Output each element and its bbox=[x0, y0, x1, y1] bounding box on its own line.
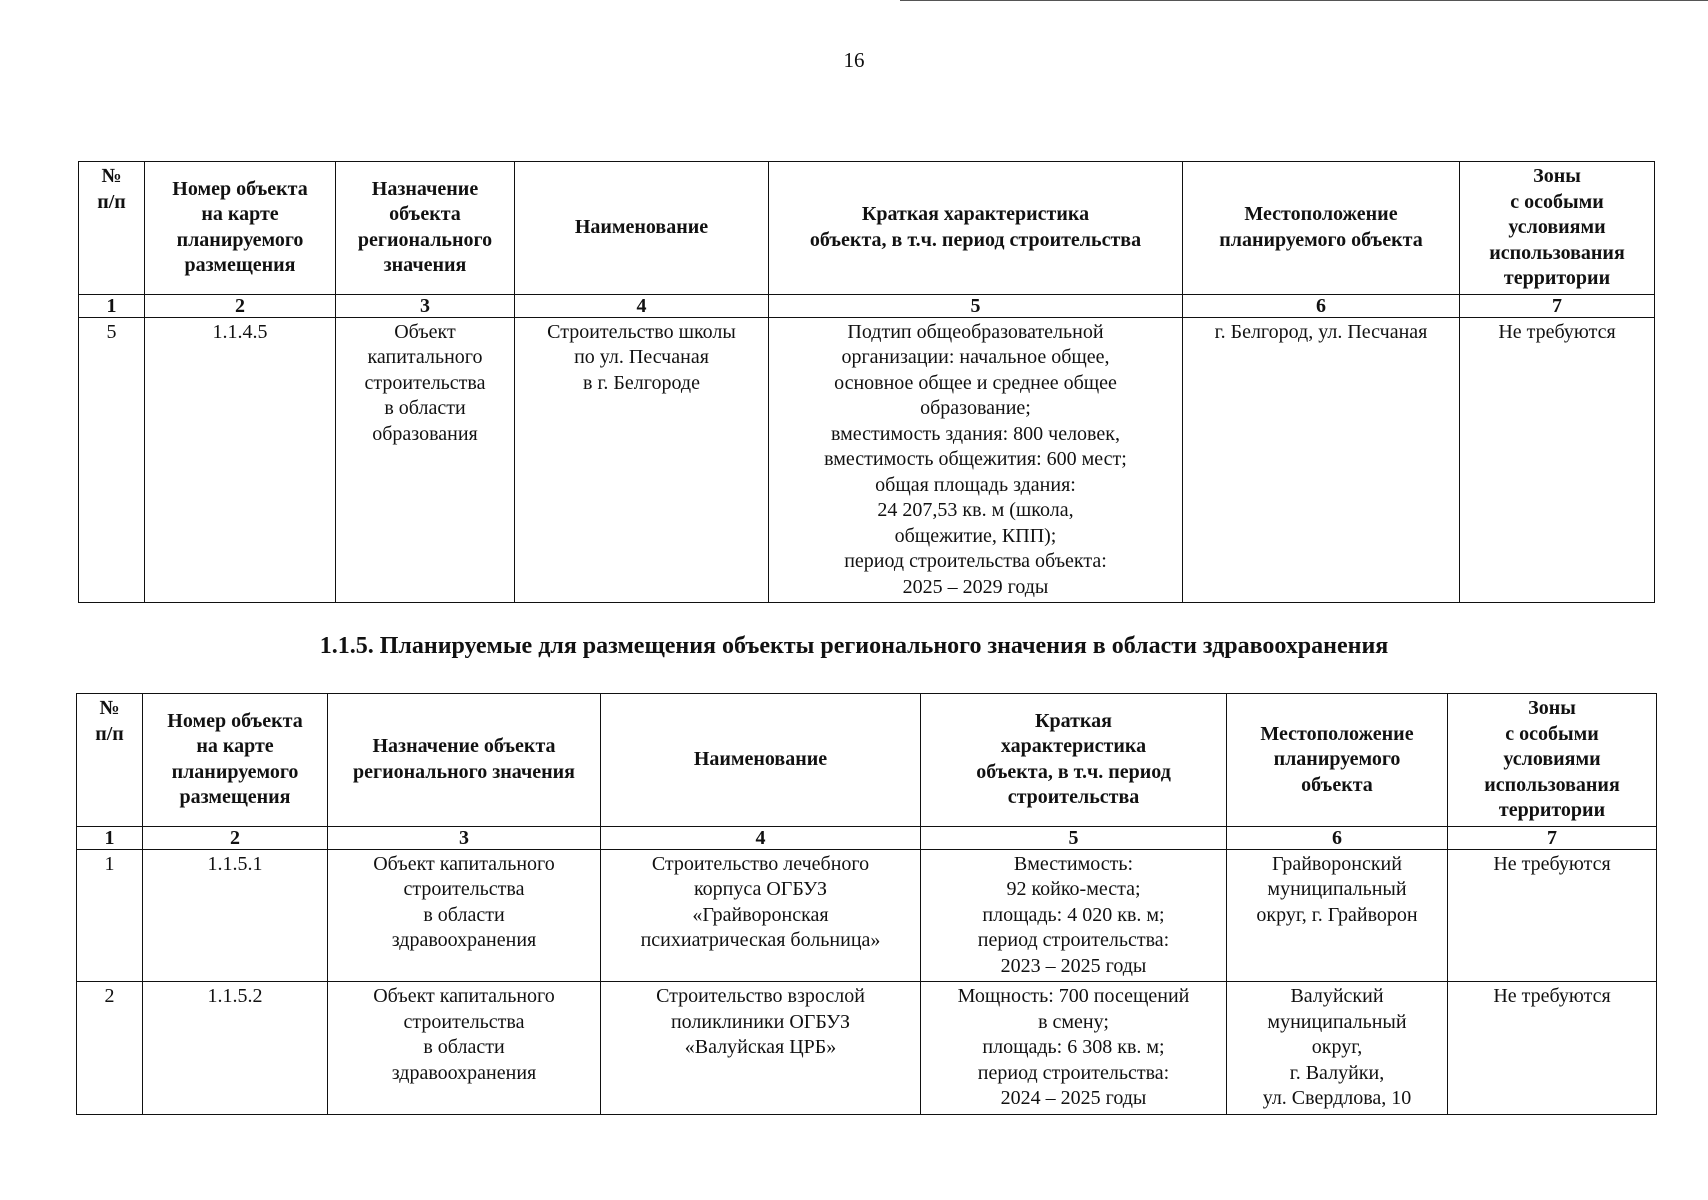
col-number: 4 bbox=[601, 826, 921, 849]
header-characteristics: Краткая характеристика объекта, в т.ч. период строительства bbox=[921, 694, 1227, 827]
cell-purpose: Объект капитального строительства в области образования bbox=[336, 317, 515, 603]
header-name: Наименование bbox=[515, 162, 769, 295]
table-row bbox=[77, 982, 1657, 1115]
section-title: 1.1.5. Планируемые для размещения объекты регионального значения в области здравоохранения bbox=[319, 633, 1389, 659]
cell-map-number: 1.1.5.1 bbox=[143, 849, 328, 982]
col-number: 2 bbox=[143, 826, 328, 849]
cell-num: 1 bbox=[77, 849, 143, 982]
header-name: Наименование bbox=[601, 694, 921, 827]
col-number: 1 bbox=[79, 294, 145, 317]
cell-num: 5 bbox=[79, 317, 145, 603]
cell-num: 2 bbox=[77, 982, 143, 1115]
cell-location: Грайворонский муниципальный округ, г. Грайворон bbox=[1227, 849, 1448, 982]
cell-characteristics: Подтип общеобразовательной организации: начальное общее, основное общее и среднее общее образование; вместимость здания: 800 человек, вместимость общежития: 600 мест; общая площадь здания: 24 207,53 кв. м (школа, общежитие, КПП); период строительства объекта: 2025 – 2029 годы bbox=[769, 317, 1183, 603]
col-number: 7 bbox=[1448, 826, 1657, 849]
table-objects-healthcare bbox=[76, 693, 1657, 1115]
cell-characteristics: Мощность: 700 посещений в смену; площадь: 6 308 кв. м; период строительства: 2024 – 2025 годы bbox=[921, 982, 1227, 1115]
cell-location: Валуйский муниципальный округ, г. Валуйки, ул. Свердлова, 10 bbox=[1227, 982, 1448, 1115]
col-number: 5 bbox=[921, 826, 1227, 849]
col-number: 3 bbox=[336, 294, 515, 317]
table-header-row bbox=[79, 162, 1655, 295]
col-number: 5 bbox=[769, 294, 1183, 317]
cell-purpose: Объект капитального строительства в области здравоохранения bbox=[328, 982, 601, 1115]
header-num: № п/п bbox=[77, 694, 143, 827]
cell-location: г. Белгород, ул. Песчаная bbox=[1183, 317, 1460, 603]
header-map-number: Номер объекта на карте планируемого размещения bbox=[143, 694, 328, 827]
header-purpose: Назначение объекта регионального значения bbox=[328, 694, 601, 827]
col-number: 6 bbox=[1183, 294, 1460, 317]
header-location: Местоположение планируемого объекта bbox=[1227, 694, 1448, 827]
scan-edge-line bbox=[900, 0, 1708, 4]
header-zones: Зоны с особыми условиями использования территории bbox=[1460, 162, 1655, 295]
cell-name: Строительство школы по ул. Песчаная в г. Белгороде bbox=[515, 317, 769, 603]
cell-characteristics: Вместимость: 92 койко-места; площадь: 4 020 кв. м; период строительства: 2023 – 2025 годы bbox=[921, 849, 1227, 982]
header-location: Местоположение планируемого объекта bbox=[1183, 162, 1460, 295]
column-number-row bbox=[79, 294, 1655, 317]
column-number-row bbox=[77, 826, 1657, 849]
table-row bbox=[77, 849, 1657, 982]
header-zones: Зоны с особыми условиями использования территории bbox=[1448, 694, 1657, 827]
cell-name: Строительство лечебного корпуса ОГБУЗ «Грайворонская психиатрическая больница» bbox=[601, 849, 921, 982]
table-objects-education bbox=[78, 161, 1655, 603]
table-header-row bbox=[77, 694, 1657, 827]
header-characteristics: Краткая характеристика объекта, в т.ч. период строительства bbox=[769, 162, 1183, 295]
col-number: 7 bbox=[1460, 294, 1655, 317]
cell-purpose: Объект капитального строительства в области здравоохранения bbox=[328, 849, 601, 982]
page-number: 16 bbox=[843, 48, 865, 72]
cell-zones: Не требуются bbox=[1448, 982, 1657, 1115]
cell-map-number: 1.1.4.5 bbox=[145, 317, 336, 603]
table-row bbox=[79, 317, 1655, 603]
cell-zones: Не требуются bbox=[1460, 317, 1655, 603]
col-number: 6 bbox=[1227, 826, 1448, 849]
cell-map-number: 1.1.5.2 bbox=[143, 982, 328, 1115]
cell-zones: Не требуются bbox=[1448, 849, 1657, 982]
header-purpose: Назначение объекта регионального значения bbox=[336, 162, 515, 295]
cell-name: Строительство взрослой поликлиники ОГБУЗ «Валуйская ЦРБ» bbox=[601, 982, 921, 1115]
col-number: 4 bbox=[515, 294, 769, 317]
col-number: 3 bbox=[328, 826, 601, 849]
header-map-number: Номер объекта на карте планируемого размещения bbox=[145, 162, 336, 295]
header-num: № п/п bbox=[79, 162, 145, 295]
col-number: 2 bbox=[145, 294, 336, 317]
col-number: 1 bbox=[77, 826, 143, 849]
